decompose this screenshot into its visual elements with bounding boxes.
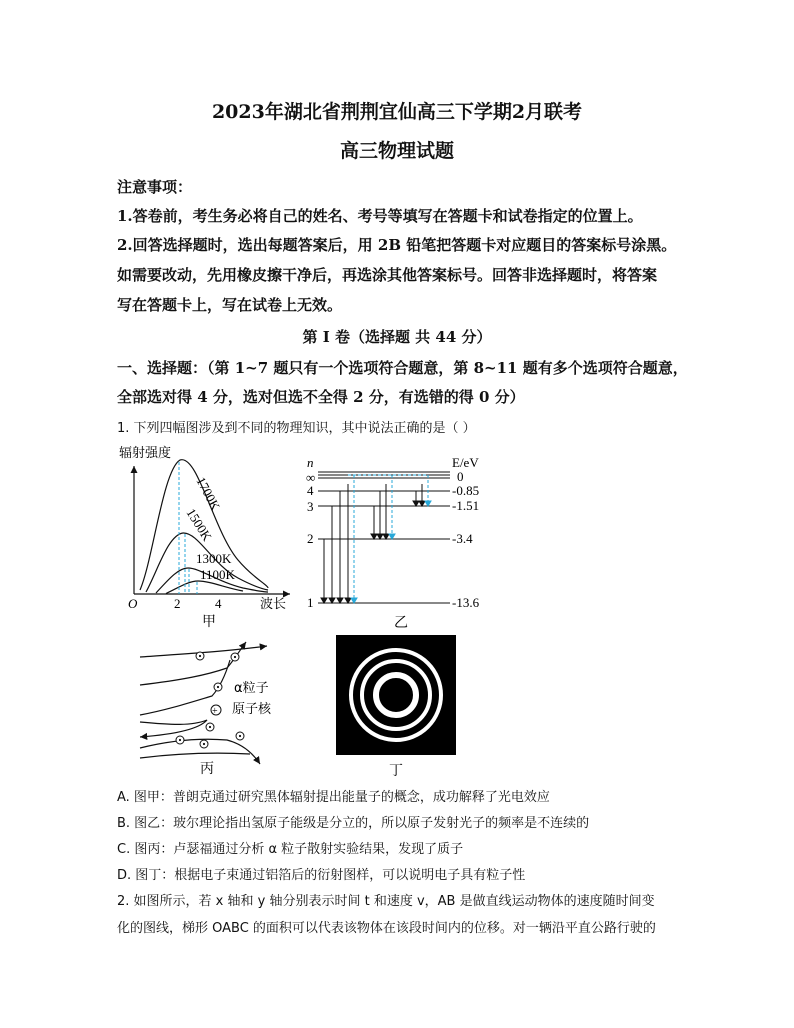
yi-arrowhead-limit-1 bbox=[351, 598, 357, 603]
figure-ding bbox=[336, 635, 456, 780]
yi-arrowhead-5-1 bbox=[345, 598, 351, 603]
yi-n-label: n bbox=[307, 455, 314, 470]
exam-subtitle: 高三物理试题 bbox=[339, 140, 454, 162]
jia-xlabel: 波长 bbox=[260, 597, 287, 612]
question-1-option-d: D. 图丁：根据电子束通过铝箔后的衍射图样，可以说明电子具有粒子性 bbox=[117, 868, 526, 883]
bing-track-6 bbox=[140, 753, 250, 758]
yi-arrowhead-5-3 bbox=[419, 501, 425, 506]
jia-tick-2: 2 bbox=[174, 596, 181, 611]
bing-alpha-dot-4 bbox=[209, 726, 211, 728]
yi-arrowhead-limit-3 bbox=[425, 501, 431, 506]
question-1-option-c: C. 图丙：卢瑟福通过分析 α 粒子散射实验结果，发现了质子 bbox=[117, 842, 464, 857]
bing-track-2 bbox=[140, 642, 246, 685]
yi-arrowhead-3-1 bbox=[329, 598, 335, 603]
question-1-option-a: A. 图甲：普朗克通过研究黑体辐射提出能量子的概念，成功解释了光电效应 bbox=[117, 790, 550, 805]
yi-e-1: -13.6 bbox=[452, 595, 480, 610]
yi-arrowhead-2-1 bbox=[321, 598, 327, 603]
jia-tick-4: 4 bbox=[215, 596, 222, 611]
ding-caption: 丁 bbox=[389, 763, 403, 779]
jia-label-1500k: 1500K bbox=[183, 505, 215, 544]
yi-e-2: -3.4 bbox=[452, 531, 473, 546]
question-2-line-1: 2. 如图所示，若 x 轴和 y 轴分别表示时间 t 和速度 v，AB 是做直线运动物体的速度随时间变 bbox=[117, 894, 655, 909]
yi-caption: 乙 bbox=[394, 615, 408, 631]
yi-n-2: 2 bbox=[307, 531, 314, 546]
notes-heading: 注意事项： bbox=[117, 178, 193, 196]
jia-label-1100k: 1100K bbox=[200, 567, 235, 582]
jia-origin: O bbox=[128, 596, 138, 611]
yi-n-1: 1 bbox=[307, 595, 314, 610]
yi-e-3: -1.51 bbox=[452, 498, 480, 513]
bing-track-4 bbox=[140, 720, 207, 737]
jia-ylabel: 辐射强度 bbox=[119, 446, 172, 461]
yi-e-label: E/eV bbox=[452, 455, 479, 470]
bing-label-alpha: α粒子 bbox=[234, 681, 269, 696]
notes-item-2-line-1: 2.回答选择题时，选出每题答案后，用 2B 铅笔把答题卡对应题目的答案标号涂黑。 bbox=[117, 236, 677, 254]
yi-arrowhead-3-2 bbox=[371, 534, 377, 539]
notes-item-1: 1.答卷前，考生务必将自己的姓名、考号等填写在答题卡和试卷指定的位置上。 bbox=[117, 207, 643, 225]
exam-title: 2023年湖北省荆荆宜仙高三下学期2月联考 bbox=[211, 101, 583, 123]
yi-arrowhead-4-2 bbox=[377, 534, 383, 539]
jia-caption: 甲 bbox=[202, 614, 216, 630]
yi-arrowhead-5-2 bbox=[383, 534, 389, 539]
section-title: 第 I 卷（选择题 共 44 分） bbox=[302, 328, 492, 346]
jia-label-1300k: 1300K bbox=[196, 551, 232, 566]
question-1-stem: 1. 下列四幅图涉及到不同的物理知识，其中说法正确的是（ ） bbox=[117, 421, 476, 436]
question-1-option-b: B. 图乙：玻尔理论指出氢原子能级是分立的，所以原子发射光子的频率是不连续的 bbox=[117, 816, 590, 831]
yi-arrowhead-4-3 bbox=[413, 501, 419, 506]
bing-alpha-dot-7 bbox=[239, 735, 241, 737]
bing-alpha-dot-6 bbox=[203, 743, 205, 745]
bing-caption: 丙 bbox=[200, 761, 214, 777]
bing-alpha-dot-5 bbox=[179, 739, 181, 741]
bing-alpha-dot-3 bbox=[217, 686, 219, 688]
bing-nucleus-plus: + bbox=[212, 706, 218, 717]
part-instructions-line-1: 一、选择题：（第 1~7 题只有一个选项符合题意，第 8~11 题有多个选项符合题意， bbox=[117, 359, 688, 377]
ding-background bbox=[336, 635, 456, 755]
question-2-line-2: 化的图线，梯形 OABC 的面积可以代表该物体在该段时间内的位移。对一辆沿平直公路行驶的 bbox=[117, 921, 656, 936]
yi-e-inf: 0 bbox=[457, 469, 464, 484]
figure-jia bbox=[118, 440, 298, 635]
jia-curve-1100k bbox=[166, 581, 243, 594]
yi-n-4: 4 bbox=[307, 483, 314, 498]
figure-yi bbox=[300, 455, 510, 635]
bing-label-nucleus: 原子核 bbox=[232, 702, 272, 717]
yi-n-3: 3 bbox=[307, 499, 314, 514]
yi-arrowhead-4-1 bbox=[337, 598, 343, 603]
notes-item-2-line-3: 写在答题卡上，写在试卷上无效。 bbox=[117, 296, 343, 314]
figure-bing bbox=[132, 640, 292, 780]
yi-arrowhead-limit-2 bbox=[389, 534, 395, 539]
part-instructions-line-2: 全部选对得 4 分，选对但选不全得 2 分，有选错的得 0 分） bbox=[117, 388, 525, 406]
bing-alpha-dot-1 bbox=[199, 655, 201, 657]
notes-item-2-line-2: 如需要改动，先用橡皮擦干净后，再选涂其他答案标号。回答非选择题时，将答案 bbox=[117, 266, 658, 284]
yi-e-4: -0.85 bbox=[452, 483, 480, 498]
yi-n-inf: ∞ bbox=[306, 470, 316, 485]
jia-label-1700k: 1700K bbox=[193, 474, 224, 513]
bing-alpha-dot-2 bbox=[234, 656, 236, 658]
